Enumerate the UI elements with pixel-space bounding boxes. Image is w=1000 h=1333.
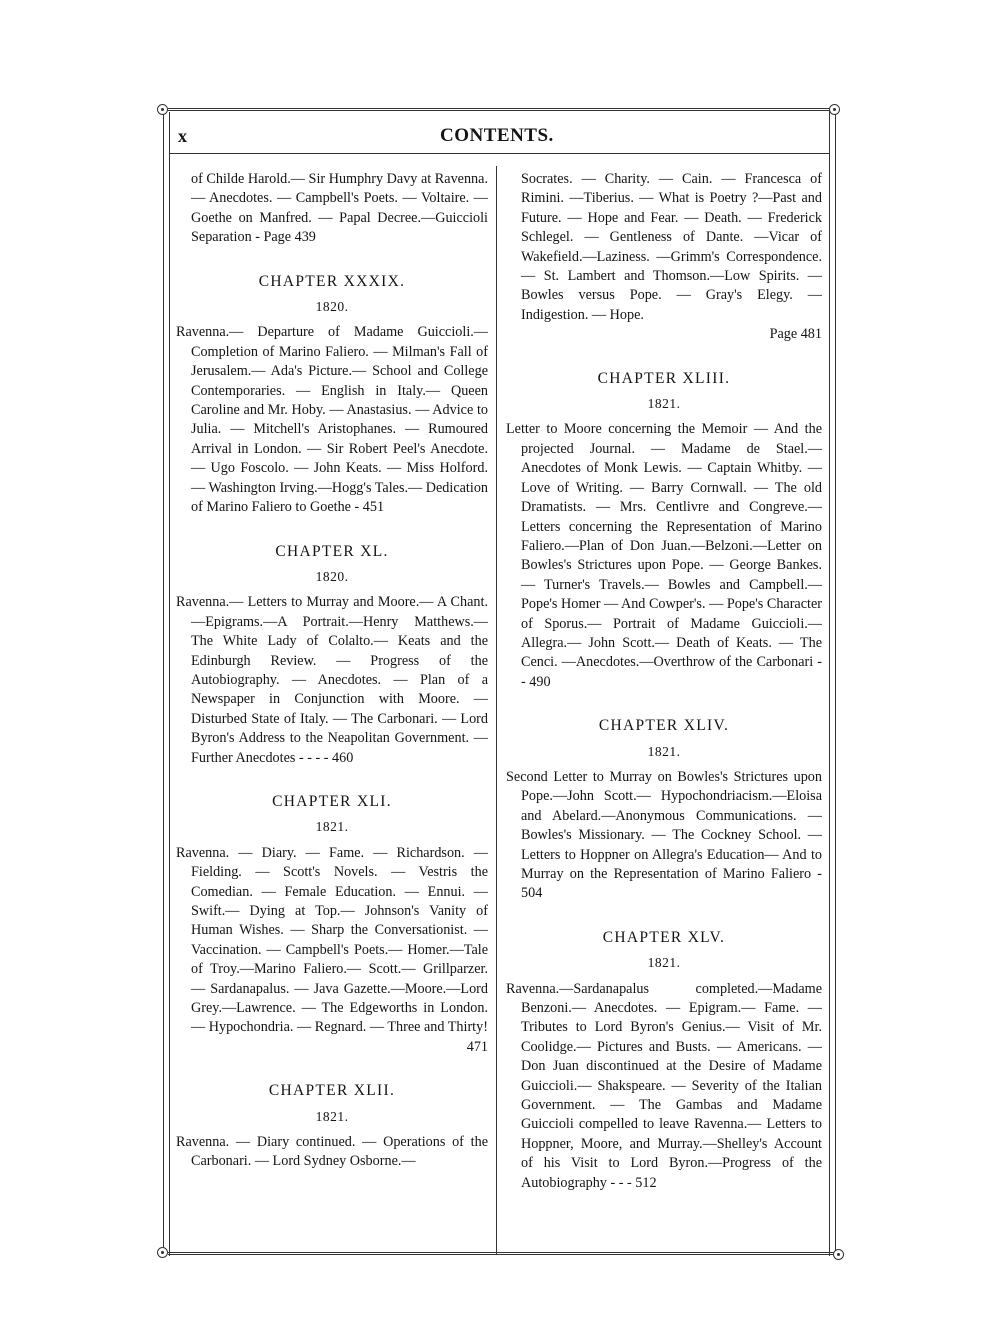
top-border-rule (168, 108, 832, 111)
chapter-title: CHAPTER XXXIX. (258, 272, 406, 290)
left-border-line (163, 112, 164, 1256)
chapter-year: 1821. (647, 743, 681, 759)
chapter-year: 1821. (315, 1108, 349, 1124)
column-divider (496, 166, 497, 1254)
right-border-inner-line (835, 110, 836, 1256)
left-column (176, 170, 488, 1172)
page-numeral: x (178, 126, 187, 146)
left-border-inner-line (169, 112, 170, 1256)
right-border-line (829, 110, 830, 1256)
chapter-year: 1821. (647, 955, 681, 971)
chapter-summary: Ravenna.— Letters to Murray and Moore.— A Chant.—Epigrams.—A Portrait.—Henry Matthews.— The White Lady of Colalto.— Keats and the Edinburgh Review. — Progress of the Autobiography. — Anecdotes. — Plan of a Newspaper in Conjunction with Moore. — Disturbed State of Italy. — The Carbonari. — Lord Byron's Address to the Neapolitan Government. — Further Anecdotes - - - - 460 (176, 594, 488, 766)
bottom-border-rule (168, 1252, 836, 1255)
chapter-summary: Ravenna.—Sardanapalus completed.—Madame Benzoni.— Anecdotes. — Epigram.— Fame. — Tributes to Lord Byron's Genius.— Visit of Mr. Coolidge.— Pictures and Busts. — Americans. — Don Juan discontinued at the Desire of Madame Guiccioli.— Shakspeare. — Severity of the Italian Government. — The Gambas and Madame Guiccioli compelled to leave Ravenna.— Letters to Hoppner, Moore, and Murray.—Shelley's Account of his Visit to Lord Byron.—Progress of the Autobiography - - - 512 (506, 980, 822, 1191)
chapter-summary: Letter to Moore concerning the Memoir — And the projected Journal. — Madame de Stael.— Anecdotes of Monk Lewis. — Captain Whitby. — Love of Writing. — Barry Cornwall. — The old Dramatists. — Mrs. Centlivre and Congreve.—Letters concerning the Representation of Marino Faliero.—Plan of Don Juan.—Belzoni.—Letter on Bowles's Strictures upon Pope. — George Bankes. — Turner's Travels.— Bowles and Campbell.— Pope's Homer — And Cowper's. — Pope's Character of Sporus.— Portrait of Madame Guiccioli.— Allegra.— John Scott.— Death of Keats. — The Cenci. —Anecdotes.—Overthrow of the Carbonari - - 490 (506, 421, 822, 690)
continued-page-number: Page 481 (769, 326, 822, 343)
chapter-title: CHAPTER XLIV. (598, 717, 730, 735)
header-underline (170, 153, 830, 154)
chapter-title: CHAPTER XLI. (272, 792, 392, 810)
corner-ornament-top-left-icon (157, 104, 168, 115)
continued-entry: of Childe Harold.— Sir Humphry Davy at Ravenna. — Anecdotes. — Campbell's Poets. — Voltaire. — Goethe on Manfred. — Papal Decree.—Guiccioli Separation - Page 439 (191, 171, 488, 246)
chapter-title: CHAPTER XL. (275, 542, 389, 560)
chapter-title: CHAPTER XLIII. (597, 369, 731, 387)
chapter-summary: Ravenna.— Departure of Madame Guiccioli.— Completion of Marino Faliero. — Milman's Fall of Jerusalem.— Ada's Picture.— School and College Contemporaries. — English in Italy.— Queen Caroline and Mr. Hoby. — Anastasius. — Advice to Julia. — Mitchell's Aristophanes. — Rumoured Arrival in London. — Sir Robert Peel's Anecdote. — Ugo Foscolo. — John Keats. — Miss Holford. — Washington Irving.—Hogg's Tales.— Dedication of Marino Faliero to Goethe - 451 (176, 324, 489, 516)
chapter-summary: Ravenna. — Diary. — Fame. — Richardson. — Fielding. — Scott's Novels. — Vestris the Comedian. — Female Education. — Ennui. — Swift.— Dying at Top.— Johnson's Vanity of Human Wishes. — Sharp the Conversationist. — Vaccination. — Campbell's Poets.— Homer.—Tale of Troy.—Marino Faliero.— Scott.— Grillparzer. — Sardanapalus. — Java Gazette.—Moore.—Lord Grey.—Lawrence. — The Edgeworths in London. — Hypochondria. — Regnard. — Three and Thirty! (176, 844, 488, 1036)
corner-ornament-top-right-icon (829, 104, 840, 115)
chapter-title: CHAPTER XLII. (268, 1082, 396, 1100)
corner-ornament-bottom-left-icon (157, 1247, 168, 1258)
continued-entry: Socrates. — Charity. — Cain. — Francesca of Rimini. —Tiberius. — What is Poetry ?—Past and Future. — Hope and Fear. — Death. — Frederick Schlegel. — Gentleness of Dante. —Vicar of Wakefield.—Laziness. —Grimm's Correspondence. — St. Lambert and Thomson.—Low Spirits. — Bowles versus Pope. — Gray's Elegy. — Indigestion. — Hope. (521, 171, 822, 323)
chapter-summary: Ravenna. — Diary continued. — Operations of the Carbonari. — Lord Sydney Osborne.— (176, 1134, 488, 1170)
right-column (506, 170, 822, 1193)
chapter-summary: Second Letter to Murray on Bowles's Strictures upon Pope.—John Scott.— Hypochondriacism.—Eloisa and Abelard.—Anonymous Communications. — Bowles's Missionary. — The Cockney School. — Letters to Hoppner on Allegra's Education— And to Murray on the Representation of Marino Faliero - 504 (506, 768, 822, 902)
chapter-year: 1820. (315, 299, 349, 315)
chapter-page-number: 471 (466, 1038, 488, 1055)
chapter-year: 1821. (315, 819, 349, 835)
chapter-title: CHAPTER XLV. (602, 928, 726, 946)
corner-ornament-bottom-right-icon (833, 1249, 844, 1260)
chapter-year: 1821. (647, 396, 681, 412)
page-title: CONTENTS. (440, 125, 554, 146)
chapter-year: 1820. (315, 568, 349, 584)
